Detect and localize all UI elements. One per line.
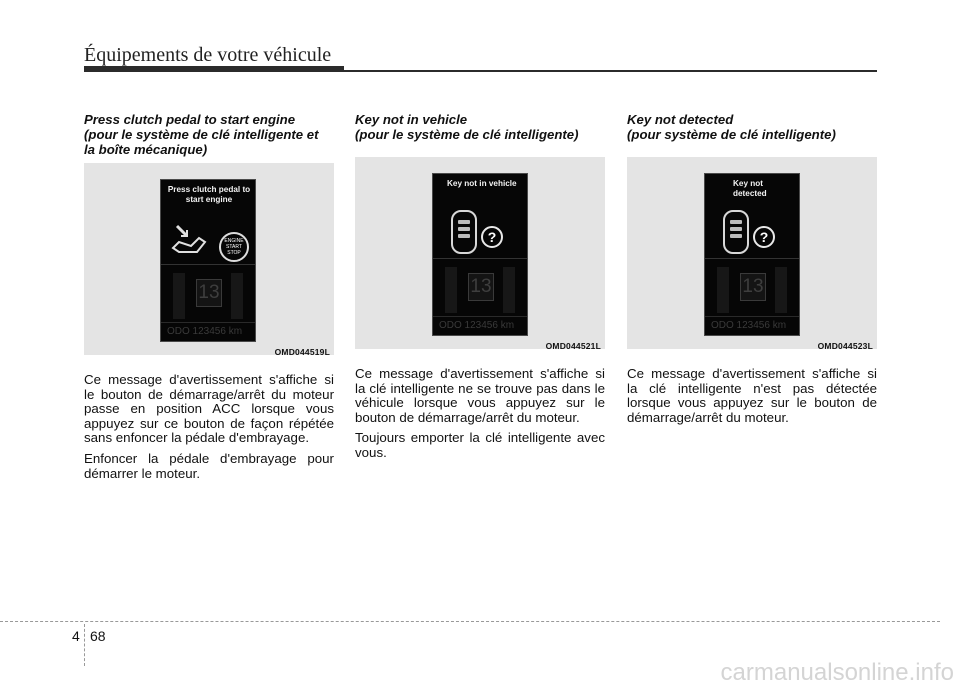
fuel-gauge-icon <box>445 267 457 313</box>
cluster-illustration <box>84 163 334 355</box>
footer-rule <box>0 621 940 622</box>
warning-message: Key not detected <box>733 179 767 198</box>
temp-gauge-icon <box>231 273 243 319</box>
column-heading: Press clutch pedal to start engine (pour le système de clé intelligente et la boîte mécanique) <box>84 112 319 157</box>
column-heading: Key not detected (pour système de clé intelligente) <box>627 112 836 142</box>
footer-divider <box>84 624 85 666</box>
fuel-gauge-icon <box>173 273 185 319</box>
page-number: 68 <box>90 628 106 644</box>
figure-code: OMD044519L <box>274 347 330 357</box>
header-rule <box>84 70 877 72</box>
odometer: ODO 123456 km <box>433 316 527 335</box>
section-title: Équipements de votre véhicule <box>84 44 332 66</box>
start-stop-button-icon: ENGINE START STOP <box>219 232 249 262</box>
column-key-not-in-vehicle <box>355 112 605 467</box>
fuel-gauge-icon <box>717 267 729 313</box>
odometer: ODO 123456 km <box>161 322 255 341</box>
question-mark-icon: ? <box>753 226 775 248</box>
column-body: Ce message d'avertissement s'affiche si la clé intelligente n'est pas détectée lorsque vous appuyez sur le bouton de démarrage/arrêt du moteur. <box>627 366 877 425</box>
column-body: Ce message d'avertissement s'affiche si le bouton de démarrage/arrêt du moteur passe en position ACC lorsque vous appuyez sur ce bouton de façon répétée sans enfoncer la pédale d'embrayage. Enfoncer la pédale d'embrayage pour démarrer le moteur. <box>84 372 334 481</box>
gear-indicator: 13 <box>740 273 766 301</box>
warning-message: Press clutch pedal to start engine <box>167 185 251 204</box>
column-key-not-detected <box>627 112 877 431</box>
cluster-illustration <box>627 157 877 349</box>
gear-indicator: 13 <box>196 279 222 307</box>
column-heading: Key not in vehicle (pour le système de clé intelligente) <box>355 112 579 142</box>
temp-gauge-icon <box>775 267 787 313</box>
cluster-display <box>432 173 528 336</box>
cluster-display <box>704 173 800 336</box>
section-number: 4 <box>72 628 80 644</box>
figure-code: OMD044521L <box>545 341 601 351</box>
column-clutch <box>84 112 334 487</box>
watermark[interactable]: carmanualsonline.info <box>720 659 954 686</box>
question-mark-icon: ? <box>481 226 503 248</box>
cluster-illustration <box>355 157 605 349</box>
figure-code: OMD044523L <box>817 341 873 351</box>
odometer: ODO 123456 km <box>705 316 799 335</box>
temp-gauge-icon <box>503 267 515 313</box>
gear-indicator: 13 <box>468 273 494 301</box>
smart-key-icon <box>723 210 749 254</box>
smart-key-icon <box>451 210 477 254</box>
column-body: Ce message d'avertissement s'affiche si la clé intelligente ne se trouve pas dans le véhicule lorsque vous appuyez sur le bouton de démarrage/arrêt du moteur. Toujours emporter la clé intelligente avec vous. <box>355 366 605 460</box>
cluster-display <box>160 179 256 342</box>
clutch-pedal-icon <box>169 222 215 256</box>
warning-message: Key not in vehicle <box>447 179 517 188</box>
